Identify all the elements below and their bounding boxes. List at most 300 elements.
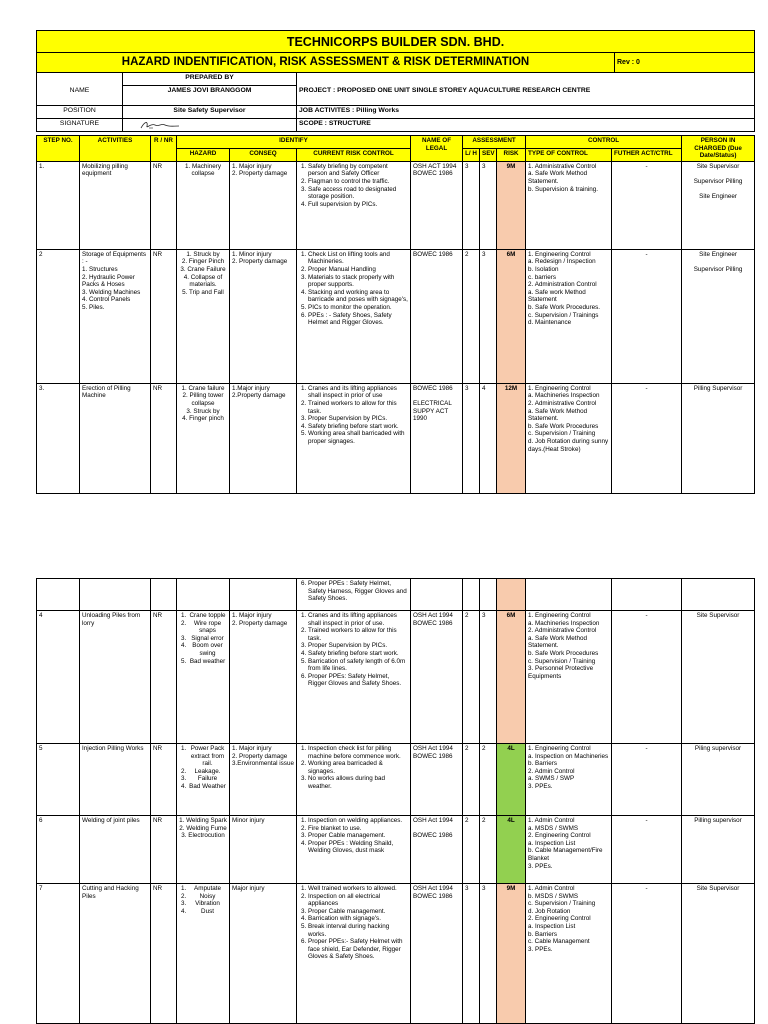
consequence [230,611,297,744]
cell-line: 2 [465,612,469,619]
type-of-control [526,816,612,884]
list-item: 3. Proper Supervision by PICs. [308,415,408,423]
cell-line: 4 [39,612,43,619]
cell-line: 3. Welding Machines [82,288,141,296]
risk-rating [497,249,526,383]
signature-cell [123,119,297,132]
cell-line: 3.Environmental issue [232,760,294,768]
cell-line: NR [153,162,163,170]
list-item: 2. Wire rope snaps [188,620,227,635]
cell-line: 2. Pilling tower collapse [182,392,224,407]
cell-line: Major injury [232,885,265,892]
person-in-charge [682,383,755,493]
info-table [36,72,755,132]
cell-line: BOWEC 1986 [413,170,453,178]
col-lh: L/ H [463,148,480,161]
col-assessment: ASSESSMENT [463,136,526,149]
list-item: 2. Inspection on all electrical appliances [308,893,408,908]
likelihood [463,611,480,744]
list-item: 5. PICs to monitor the operation. [308,304,408,312]
page-2 [36,578,754,1024]
cell-line: 6M [506,612,516,619]
cell-line: 3 [465,384,469,392]
list-item: 4. Bad Weather [188,783,227,791]
cell-line: 2. Hydraulic Power Packs & Hoses [82,273,135,289]
list-item: 4. Stacking and working area to barricade and poses with signage's, [308,289,408,304]
list-item: 2. Leakage. [188,768,227,776]
r-nr [151,383,177,493]
activity [80,383,151,493]
cell-line: Unloading Piles from lorry [82,612,141,627]
cell-line: Supervisor Pilling [693,265,743,273]
cell-line: OSH Act 1994 [413,612,453,619]
type-of-control [526,249,612,383]
cell-line: Welding of joint piles [82,817,140,824]
cell-line [684,258,752,266]
cell-line: 1. Minor injury [232,250,272,258]
list-item: 6. Proper PPEs : Safety Helmet, Safety Harness, Rigger Gloves and Safety Shoes. [308,580,408,603]
cell-line: NR [153,745,163,752]
col-step: STEP NO. [37,136,80,162]
cell-line: Pilling Supervisor [693,384,743,392]
empty-cell [612,579,682,611]
activity [80,161,151,249]
activity [80,611,151,744]
severity [480,816,497,884]
risk-rating [497,161,526,249]
legal-reference [411,884,463,1024]
cell-line: 4 [482,384,486,392]
risk-rating [497,383,526,493]
r-nr [151,249,177,383]
cell-line: 2. Property damage [232,752,288,760]
cell-line: a. Redesign / Inspection [528,258,596,266]
list-item: 5. Break interval during hacking works. [308,923,408,938]
consequence [230,744,297,816]
continuation-row [37,579,755,611]
cell-line: BOWEC 1986 [413,892,453,900]
cell-line: a. Machineries Inspection [528,392,600,400]
list-item: 3. Safe access road to designated storage position. [308,186,408,201]
list-item: 2. Noisy [188,893,227,901]
cell-line [413,392,460,400]
current-risk-control [297,161,411,249]
cell-line: 1. Machinery collapse [184,162,222,178]
cell-line: 3. [39,384,45,392]
cell-line: 4. Collapse of materials. [183,273,223,289]
col-rnr: R / NR [151,136,177,162]
cell-line: 2. Admin Control [528,767,575,775]
col-sev: SEV [480,148,497,161]
page-1 [36,30,754,494]
cell-line: a. SWMS / SWP [528,775,575,783]
cell-line: Pilling supervisor [694,817,742,824]
cell-line: Mobilizing pilling equipment [82,162,128,178]
consequence [230,249,297,383]
list-item: 1. Cranes and its lifting appliances shall inspect in prior of use [308,385,408,400]
hazard [177,884,230,1024]
person-in-charge [682,249,755,383]
r-nr [151,816,177,884]
empty-cell [177,579,230,611]
cell-line: - [645,745,648,752]
cell-line: 3 [465,885,469,892]
list-item: 4. Full supervision by PICs. [308,201,408,209]
cell-line: b. MSDS / SWMS [528,892,579,900]
list-item: 1. Power Pack extract from rail. [188,745,227,768]
cell-line: 3 [482,250,486,258]
cell-line: Erection of Pilling Machine [82,384,131,400]
cell-line: b. Safe Work Procedures. [528,303,601,311]
cell-line: 3. PPEs. [528,945,553,953]
cell-line: Minor injury [232,817,265,824]
likelihood [463,249,480,383]
cell-line: a. Machineries Inspection [528,619,600,627]
col-risk: RISK [497,148,526,161]
type-of-control [526,744,612,816]
list-item: 2. Trained workers to allow for this task. [308,627,408,642]
person-in-charge [682,884,755,1024]
position-value: Site Safety Supervisor [123,106,297,119]
list-item: 1. Safety briefing by competent person and Safety Officer [308,163,408,178]
job-activities: JOB ACTIVITES : Pilling Works [297,106,755,119]
list-item: 2. Flagman to control the traffic. [308,178,408,186]
cell-line: 2. Engineering Control [528,915,591,923]
activity [80,249,151,383]
cell-line: 1. Admin Control [528,817,575,824]
cell-line: 6M [506,250,516,258]
list-item: 3. Failure [188,775,227,783]
cell-line: - [645,817,648,824]
hazard [177,161,230,249]
list-item: 6. Proper PPEs: Safety Helmet, Rigger Gloves and Safety Shoes. [308,673,408,688]
table-row [37,744,755,816]
position-label: POSITION [37,106,123,119]
cell-line: 5 [39,745,43,752]
r-nr [151,611,177,744]
cell-line: Cutting and Hacking Piles [82,885,139,900]
list-item: 1. Cranes and its lifting appliances shall inspect in prior of use. [308,612,408,627]
prepared-by-label: PREPARED BY [123,73,297,86]
empty-cell [37,579,80,611]
hazard [177,816,230,884]
cell-line: 2. Finger Pinch [181,258,225,266]
cell-line: 12M [504,384,518,392]
cell-line: 1. Administrative Control [528,162,597,170]
empty-cell [526,579,612,611]
cell-line [413,825,460,833]
list-item: 2. Working area barricaded & signages. [308,760,408,775]
revision: Rev : 0 [615,53,755,73]
table-row [37,816,755,884]
cell-line [684,170,752,178]
legal-reference [411,816,463,884]
activity [80,884,151,1024]
cell-line: 4L [507,745,515,752]
cell-line: 3. PPEs. [528,862,553,870]
col-type: TYPE OF CONTROL [526,148,612,161]
cell-line: 2. Welding Fume [179,824,227,832]
hazard [177,744,230,816]
name-value: JAMES JOVI BRANGGOM [123,86,297,106]
cell-line: b. Supervision & training. [528,185,599,193]
severity [480,383,497,493]
header-table [36,30,755,73]
current-risk-control [297,383,411,493]
cell-line: NR [153,384,163,392]
cell-line: 1. Major injury [232,745,272,752]
current-risk-control [297,816,411,884]
cell-line: 2. Property damage [232,619,288,627]
step-no [37,884,80,1024]
cell-line: b. Safe Work Procedures [528,422,599,430]
list-item: 4. Dust [188,908,227,916]
cell-line: 2. Administration Control [528,281,597,289]
rows-page-2 [37,579,755,1024]
cell-line: c. Supervision / Training [528,900,596,908]
consequence [230,884,297,1024]
table-row [37,383,755,493]
risk-rating [497,816,526,884]
cell-line: 4. Finger pinch [182,415,224,423]
list-item: 6. Proper PPEs:- Safety Helmet with face shield, Ear Defender, Rigger Gloves & Safety Shoes. [308,938,408,961]
cell-line: d. Maintenance [528,319,572,327]
cell-line: Piling supervisor [694,745,742,752]
cell-line: b. Isolation [528,265,559,273]
cell-line: c. Supervision / Training [528,430,596,438]
cell-line: 4L [507,817,515,824]
r-nr [151,161,177,249]
hazard [177,383,230,493]
risk-rating [497,611,526,744]
severity [480,884,497,1024]
empty-cell [151,579,177,611]
table-row [37,884,755,1024]
cell-line: c. Cable Management [528,938,590,946]
list-item: 1. Well trained workers to allowed. [308,885,408,893]
cell-line: 3 [482,162,486,170]
further-action [612,611,682,744]
list-item: 3. Materials to stack properly with proper supports. [308,274,408,289]
list-item: 3. Signal error [188,635,227,643]
scope: SCOPE : STRUCTURE [297,119,755,132]
cell-line: 3. Electrocution [181,832,225,840]
cell-line: c. Supervision / Training [528,657,596,665]
current-risk-control [297,744,411,816]
cell-line [684,186,752,194]
list-item: 2. Fire blanket to use. [308,825,408,833]
cell-line: BOWEC 1986 [413,619,453,627]
step-no [37,744,80,816]
cell-line: 2 [482,817,486,824]
document-title: HAZARD INDENTIFICATION, RISK ASSESSMENT & RISK DETERMINATION [37,53,615,73]
person-in-charge [682,744,755,816]
col-identify: IDENTIFY [177,136,411,149]
list-item: 3. No works allows during bad weather. [308,775,408,790]
step-no [37,249,80,383]
severity [480,611,497,744]
cell-line: - [645,250,648,258]
cell-line: Site Supervisor [696,885,740,892]
activity [80,744,151,816]
cell-line: 3. Crane Failure [180,265,226,273]
cell-line: 5. Piles. [82,303,105,311]
legal-reference [411,161,463,249]
type-of-control [526,611,612,744]
name-label: NAME [37,86,123,106]
cell-line: 2. Administrative Control [528,627,597,635]
cell-line: 4. Control Panels [82,296,131,304]
cell-line: 1. Admin Control [528,885,575,892]
hazard [177,611,230,744]
cell-line: 1. Major injury [232,162,272,170]
step-no [37,611,80,744]
col-further: FUTHER ACT/CTRL [612,148,682,161]
r-nr [151,744,177,816]
cell-line: 1. Structures [82,265,118,273]
cell-line: - [645,162,648,170]
empty-cell [463,579,480,611]
empty-cell [480,579,497,611]
cell-line: 1. [39,162,45,170]
cell-line: 1. Engineering Control [528,250,591,258]
list-item: 2. Trained workers to allow for this task. [308,400,408,415]
cell-line: b. Cable Management/Fire Blanket [528,847,603,862]
further-action [612,744,682,816]
cell-line: b. Safe Work Procedures [528,649,599,657]
cell-line: Injection Pilling Works [82,745,144,752]
cell-line: BOWEC 1986 [413,752,453,760]
cell-line: 2. Property damage [232,170,288,178]
step-no [37,816,80,884]
cell-line: 2 [39,250,43,258]
col-conseq: CONSEQ [230,148,297,161]
cell-line: b. Barriers [528,930,558,938]
person-in-charge [682,161,755,249]
col-control: CONTROL [526,136,682,149]
cell-line: Site Supervisor [696,612,740,619]
severity [480,744,497,816]
cell-line: 2. Engineering Control [528,832,591,840]
cell-line: - [645,384,648,392]
cell-line: 3 [482,612,486,619]
list-item: 4. Barrication with signage's. [308,915,408,923]
rows-page-1 [37,161,755,493]
cell-line: 1. Engineering Control [528,612,591,619]
list-item: 4. Boom over swing [188,642,227,657]
cell-line: 1. Welding Spark [179,817,227,824]
list-item: 3. Proper Cable management. [308,908,408,916]
cell-line: 6 [39,817,43,824]
cell-line: NR [153,250,163,258]
type-of-control [526,161,612,249]
likelihood [463,383,480,493]
consequence [230,383,297,493]
current-risk-control [297,884,411,1024]
cell-line: ELECTRICAL SUPPY ACT 1990 [413,399,452,423]
list-item: 5. Working area shall barricaded with proper signages. [308,430,408,445]
likelihood [463,744,480,816]
person-in-charge [682,816,755,884]
cell-line: 2. Administrative Control [528,399,597,407]
list-item: 4. Safety briefing before start work. [308,650,408,658]
cell-line: d. Job Rotation during sunny days.(Heat Stroke) [528,437,609,453]
cell-line: BOWEC 1986 [413,384,453,392]
further-action [612,161,682,249]
cell-line: 1. Struck by [186,250,220,258]
step-no [37,383,80,493]
cell-line: 9M [506,885,516,892]
list-item: 2. Proper Manual Handling [308,266,408,274]
risk-rating [497,579,526,611]
signature-image [139,120,183,130]
empty-cell [80,579,151,611]
cell-line: d. Job Rotation [528,907,571,915]
list-item: 5. Barrication of safety length of 6.0m from life lines. [308,658,408,673]
cell-line: 2 [482,745,486,752]
cell-line: a. Safe Work Method Statement. [528,634,588,650]
risk-table-page-2 [36,578,755,1024]
current-risk-control [297,249,411,383]
cell-line: 3. Personnel Protective Equipments [528,665,594,680]
cell-line: OSH ACT 1994 [413,162,457,170]
cell-line: b. Barriers [528,760,558,768]
cell-line: NR [153,817,163,824]
legal-reference [411,249,463,383]
cell-line: 1. Major injury [232,612,272,619]
cell-line: 3. PPEs. [528,782,553,790]
likelihood [463,161,480,249]
list-item: 5. Bad weather [188,658,227,666]
type-of-control [526,383,612,493]
cell-line: 7 [39,885,43,892]
list-item: 1. Inspection check list for pilling machine before commence work. [308,745,408,760]
risk-rating [497,884,526,1024]
further-action [612,383,682,493]
current-risk-control [297,611,411,744]
cell-line: Supervisor Pilling [693,177,743,185]
further-action [612,816,682,884]
cell-line: 2. Property damage [232,258,288,266]
list-item: 1. Check List on lifting tools and Machineries. [308,251,408,266]
activity [80,816,151,884]
cell-line: a. Inspection List [528,922,576,930]
empty-cell [230,579,297,611]
cell-line: Site Engineer [699,250,737,258]
cell-line: 2 [465,745,469,752]
col-legal: NAME OF LEGAL [411,136,463,162]
cell-line: - [645,885,648,892]
table-row [37,611,755,744]
cell-line: 2 [465,250,469,258]
likelihood [463,816,480,884]
legal-reference [411,744,463,816]
col-hazard: HAZARD [177,148,230,161]
empty-cell [411,579,463,611]
list-item: 1. Inspection on welding appliances. [308,817,408,825]
step-no [37,161,80,249]
list-item: 3. Vibration [188,900,227,908]
risk-rating [497,744,526,816]
cell-line: a. Inspection List [528,839,576,847]
cell-line: 1. Engineering Control [528,745,591,752]
cell-line: a. Safe work Method Statement [528,288,586,304]
cell-line: a. Safe Work Method Statement. [528,170,588,185]
list-item: 1. Crane topple [188,612,227,620]
type-of-control [526,884,612,1024]
col-person: PERSON IN CHARGED (Due Date/Status) [682,136,755,162]
cell-line: c. Supervision / Trainings [528,311,599,319]
